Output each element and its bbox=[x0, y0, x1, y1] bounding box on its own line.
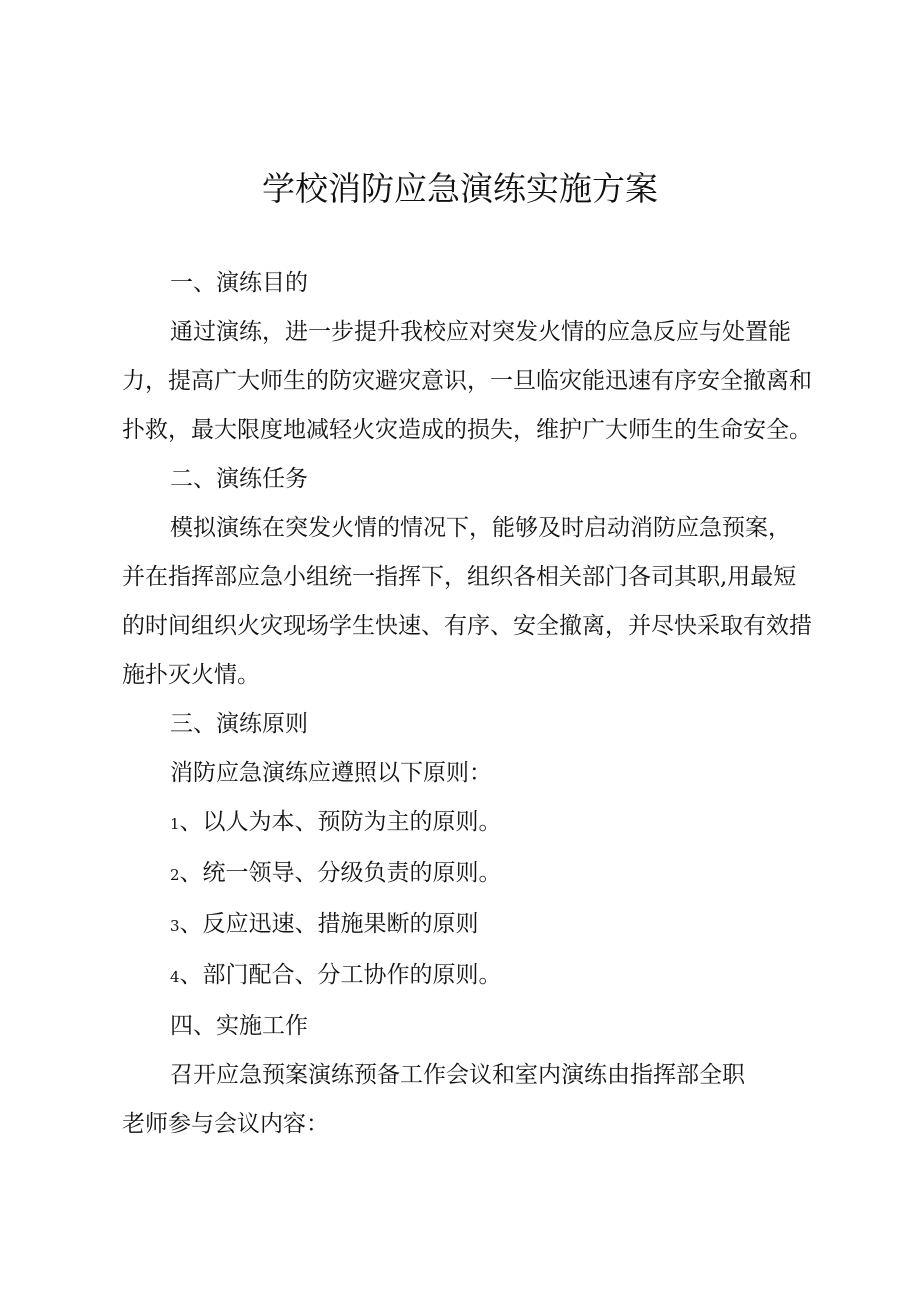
principle-text: 、以人为本、预防为主的原则。 bbox=[179, 809, 502, 835]
principle-item bbox=[122, 798, 822, 849]
paragraph-line: 通过演练，进一步提升我校应对突发火情的应急反应与处置能 bbox=[170, 319, 791, 345]
section-heading-purpose: 一、演练目的 bbox=[170, 270, 308, 296]
paragraph-principles-intro: 消防应急演练应遵照以下原则： bbox=[170, 760, 492, 786]
principle-text: 、反应迅速、措施果断的原则 bbox=[179, 911, 479, 937]
paragraph-line: 老师参与会议内容： bbox=[122, 1111, 329, 1137]
paragraph-line: 施扑灭火情。 bbox=[122, 662, 260, 688]
principle-number: 2 bbox=[170, 866, 180, 884]
principle-item bbox=[122, 951, 822, 1002]
paragraph-tasks bbox=[122, 504, 822, 700]
principle-number: 3 bbox=[170, 917, 180, 935]
section-heading-implementation: 四、实施工作 bbox=[170, 1013, 308, 1039]
principle-text: 、部门配合、分工协作的原则。 bbox=[179, 962, 502, 988]
paragraph-line: 的时间组织火灾现场学生快速、有序、安全撤离，并尽快采取有效措 bbox=[122, 613, 812, 639]
section-heading-principles: 三、演练原则 bbox=[170, 711, 308, 737]
principle-number: 4 bbox=[170, 968, 180, 986]
principle-number: 1 bbox=[170, 815, 180, 833]
principle-item bbox=[122, 900, 822, 951]
paragraph-line: 力，提高广大师生的防灾避灾意识，一旦临灾能迅速有序安全撤离和 bbox=[122, 368, 812, 394]
paragraph-line: 并在指挥部应急小组统一指挥下，组织各相关部门各司其职,用最短 bbox=[122, 564, 797, 590]
document-title: 学校消防应急演练实施方案 bbox=[262, 169, 658, 208]
paragraph-purpose bbox=[122, 308, 822, 455]
section-heading-tasks: 二、演练任务 bbox=[170, 466, 308, 492]
paragraph-line: 扑救，最大限度地减轻火灾造成的损失，维护广大师生的生命安全。 bbox=[122, 417, 812, 443]
paragraph-implementation bbox=[122, 1051, 822, 1149]
paragraph-line: 召开应急预案演练预备工作会议和室内演练由指挥部全职 bbox=[170, 1062, 745, 1088]
document-body bbox=[122, 259, 822, 1149]
paragraph-line: 模拟演练在突发火情的情况下，能够及时启动消防应急预案， bbox=[170, 515, 791, 541]
principle-text: 、统一领导、分级负责的原则。 bbox=[179, 860, 502, 886]
principle-item bbox=[122, 849, 822, 900]
